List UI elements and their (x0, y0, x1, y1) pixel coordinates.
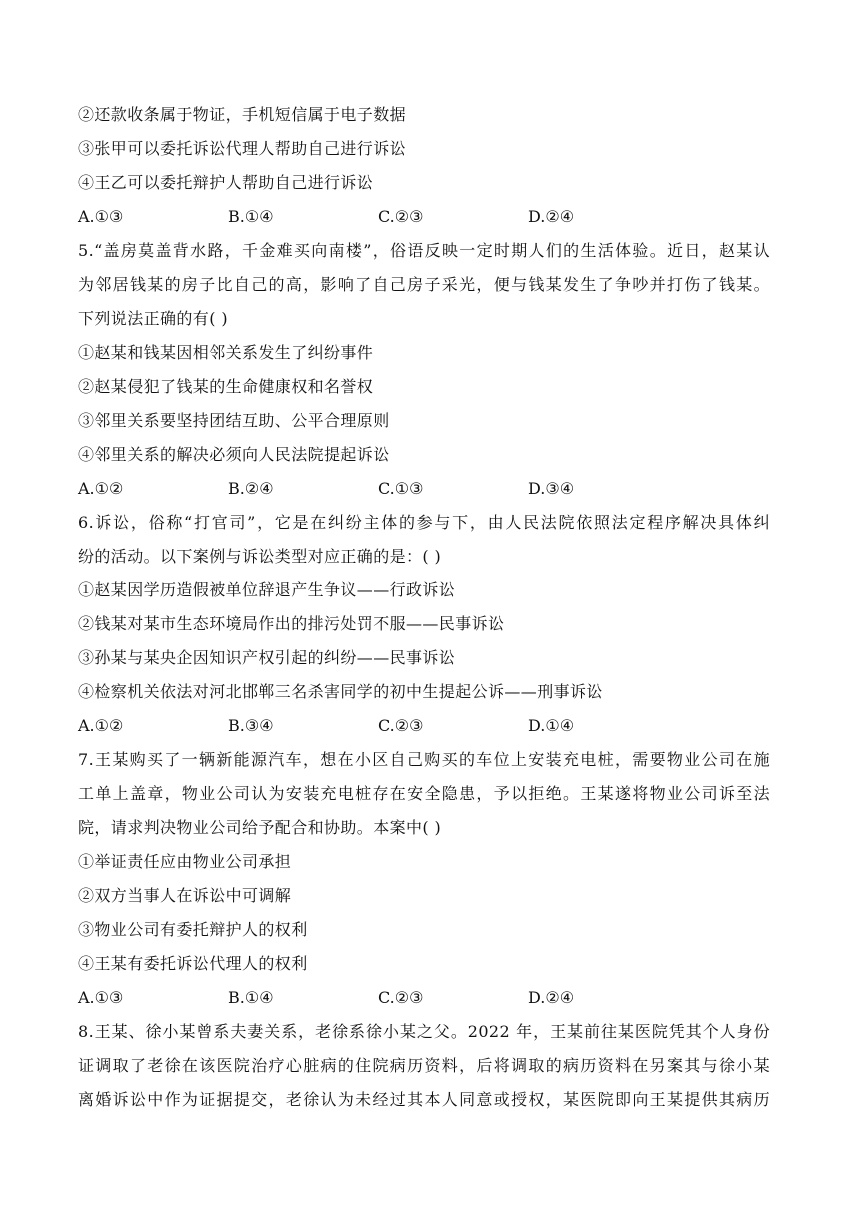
q4-statement-2: ②还款收条属于物证，手机短信属于电子数据 (78, 105, 407, 124)
q5-stem-line-2: 为邻居钱某的房子比自己的高，影响了自己房子采光，便与钱某发生了争吵并打伤了钱某。 (78, 275, 770, 294)
q5-statement-4: ④邻里关系的解决必须向人民法院提起诉讼 (78, 445, 390, 464)
q6-stem-line-2: 纷的活动。以下案例与诉讼类型对应正确的是：( ) (78, 547, 442, 566)
q7-options (78, 988, 770, 1008)
q4-statement-3: ③张甲可以委托诉讼代理人帮助自己进行诉讼 (78, 139, 407, 158)
q7-option-d: D.②④ (528, 988, 575, 1007)
q7-statement-3: ③物业公司有委托辩护人的权利 (78, 920, 308, 939)
q5-option-b: B.②④ (228, 479, 274, 498)
q7-option-c: C.②③ (378, 988, 424, 1007)
q5-statement-2: ②赵某侵犯了钱某的生命健康权和名誉权 (78, 377, 374, 396)
q4-option-c: C.②③ (378, 207, 424, 226)
q4-statement-4: ④王乙可以委托辩护人帮助自己进行诉讼 (78, 173, 374, 192)
q5-options (78, 479, 770, 499)
q5-option-a: A.①② (78, 479, 124, 498)
q8-stem-line-2: 证调取了老徐在该医院治疗心脏病的住院病历资料，后将调取的病历资料在另案其与徐小某 (78, 1056, 770, 1075)
q7-stem-line-1: 7.王某购买了一辆新能源汽车，想在小区自己购买的车位上安装充电桩，需要物业公司在施 (78, 750, 770, 769)
q4-option-a: A.①③ (78, 207, 124, 226)
q6-option-d: D.①④ (528, 716, 575, 735)
q5-stem-line-3: 下列说法正确的有( ) (78, 309, 228, 328)
q7-option-b: B.①④ (228, 988, 274, 1007)
q5-stem-line-1: 5.“盖房莫盖背水路，千金难买向南楼”，俗语反映一定时期人们的生活体验。近日，赵某认 (78, 241, 770, 260)
q7-option-a: A.①③ (78, 988, 124, 1007)
q8-stem-line-1: 8.王某、徐小某曾系夫妻关系，老徐系徐小某之父。2022 年，王某前往某医院凭其个人身份 (78, 1022, 770, 1041)
q4-options (78, 207, 770, 227)
q4-option-b: B.①④ (228, 207, 274, 226)
q6-option-c: C.②③ (378, 716, 424, 735)
q8-stem-line-3: 离婚诉讼中作为证据提交，老徐认为未经过其本人同意或授权，某医院即向王某提供其病历 (78, 1090, 770, 1109)
q7-statement-4: ④王某有委托诉讼代理人的权利 (78, 954, 308, 973)
q5-statement-1: ①赵某和钱某因相邻关系发生了纠纷事件 (78, 343, 374, 362)
q6-stem-line-1: 6.诉讼，俗称“打官司”，它是在纠纷主体的参与下，由人民法院依照法定程序解决具体纠 (78, 513, 770, 532)
q6-option-b: B.③④ (228, 716, 274, 735)
q6-statement-4: ④检察机关依法对河北邯郸三名杀害同学的初中生提起公诉——刑事诉讼 (78, 682, 603, 701)
q5-option-d: D.③④ (528, 479, 575, 498)
q7-stem-line-2: 工单上盖章，物业公司认为安装充电桩存在安全隐患，予以拒绝。王某遂将物业公司诉至法 (78, 784, 770, 803)
q7-statement-2: ②双方当事人在诉讼中可调解 (78, 886, 292, 905)
q5-statement-3: ③邻里关系要坚持团结互助、公平合理原则 (78, 411, 390, 430)
q6-statement-1: ①赵某因学历造假被单位辞退产生争议——行政诉讼 (78, 580, 456, 599)
q6-statement-2: ②钱某对某市生态环境局作出的排污处罚不服——民事诉讼 (78, 614, 505, 633)
q4-option-d: D.②④ (528, 207, 575, 226)
q5-option-c: C.①③ (378, 479, 424, 498)
q6-option-a: A.①② (78, 716, 124, 735)
q7-statement-1: ①举证责任应由物业公司承担 (78, 852, 292, 871)
q7-stem-line-3: 院，请求判决物业公司给予配合和协助。本案中( ) (78, 818, 442, 837)
q6-statement-3: ③孙某与某央企因知识产权引起的纠纷——民事诉讼 (78, 648, 456, 667)
q6-options (78, 716, 770, 736)
